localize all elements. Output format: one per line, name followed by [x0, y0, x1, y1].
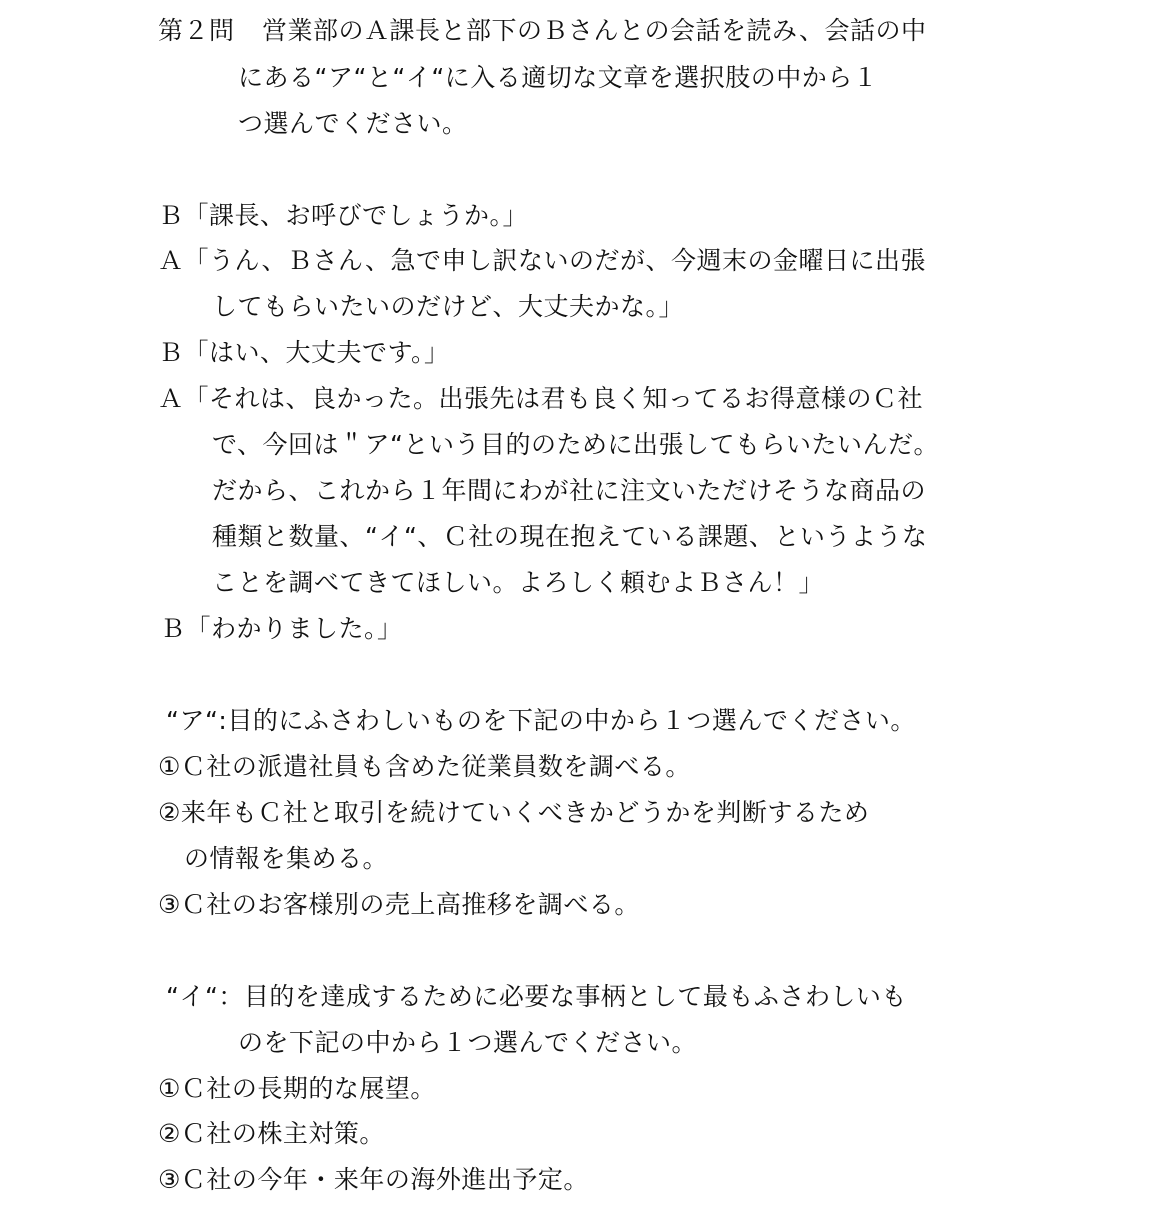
dialogue-a-1-line-1: Ａ「うん、Ｂさん、急で申し訳ないのだが、今週末の金曜日に出張 [158, 246, 927, 275]
question-a-option-1: ①Ｃ社の派遣社員も含めた従業員数を調べる。 [158, 752, 691, 781]
dialogue-a-2-line-2: で、今回は＂ア“という目的のために出張してもらいたいんだ。 [212, 430, 939, 459]
question-b-prompt-line-1: “イ“：目的を達成するために必要な事柄として最もふさわしいも [166, 982, 907, 1011]
dialogue-b-1: Ｂ「課長、お呼びでしょうか。」 [158, 201, 529, 230]
dialogue-b-2: Ｂ「はい、大丈夫です。」 [158, 338, 450, 367]
dialogue-a-2-line-1: Ａ「それは、良かった。出張先は君も良く知ってるお得意様のＣ社 [158, 384, 924, 413]
question-a-option-3: ③Ｃ社のお客様別の売上高推移を調べる。 [158, 890, 640, 919]
dialogue-a-2-line-3: だから、これから１年間にわが社に注文いただけそうな商品の [212, 476, 927, 505]
dialogue-b-3: Ｂ「わかりました。」 [160, 614, 403, 643]
question-prompt-line-2: にある“ア“と“イ“に入る適切な文章を選択肢の中から１ [238, 63, 879, 92]
question-b-option-3: ③Ｃ社の今年・来年の海外進出予定。 [158, 1165, 589, 1194]
question-a-prompt: “ア“:目的にふさわしいものを下記の中から１つ選んでください。 [166, 706, 916, 735]
question-number: 第２問 [158, 16, 235, 45]
question-b-prompt-line-2: のを下記の中から１つ選んでください。 [238, 1028, 698, 1057]
question-b-option-2: ②Ｃ社の株主対策。 [158, 1119, 385, 1148]
question-b-option-1: ①Ｃ社の長期的な展望。 [158, 1074, 436, 1103]
question-a-option-2-line-1: ②来年もＣ社と取引を続けていくべきかどうかを判断するため [158, 798, 870, 827]
dialogue-a-2-line-5: ことを調べてきてほしい。よろしく頼むよＢさん！」 [212, 568, 825, 597]
dialogue-a-1-line-2: してもらいたいのだけど、大丈夫かな。」 [212, 292, 685, 321]
question-prompt-line-1: 営業部のＡ課長と部下のＢさんとの会話を読み、会話の中 [262, 16, 927, 45]
question-a-option-2-line-2: の情報を集める。 [184, 844, 389, 873]
question-prompt-line-3: つ選んでください。 [238, 109, 468, 138]
dialogue-a-2-line-4: 種類と数量、“イ“、Ｃ社の現在抱えている課題、というような [212, 522, 928, 551]
